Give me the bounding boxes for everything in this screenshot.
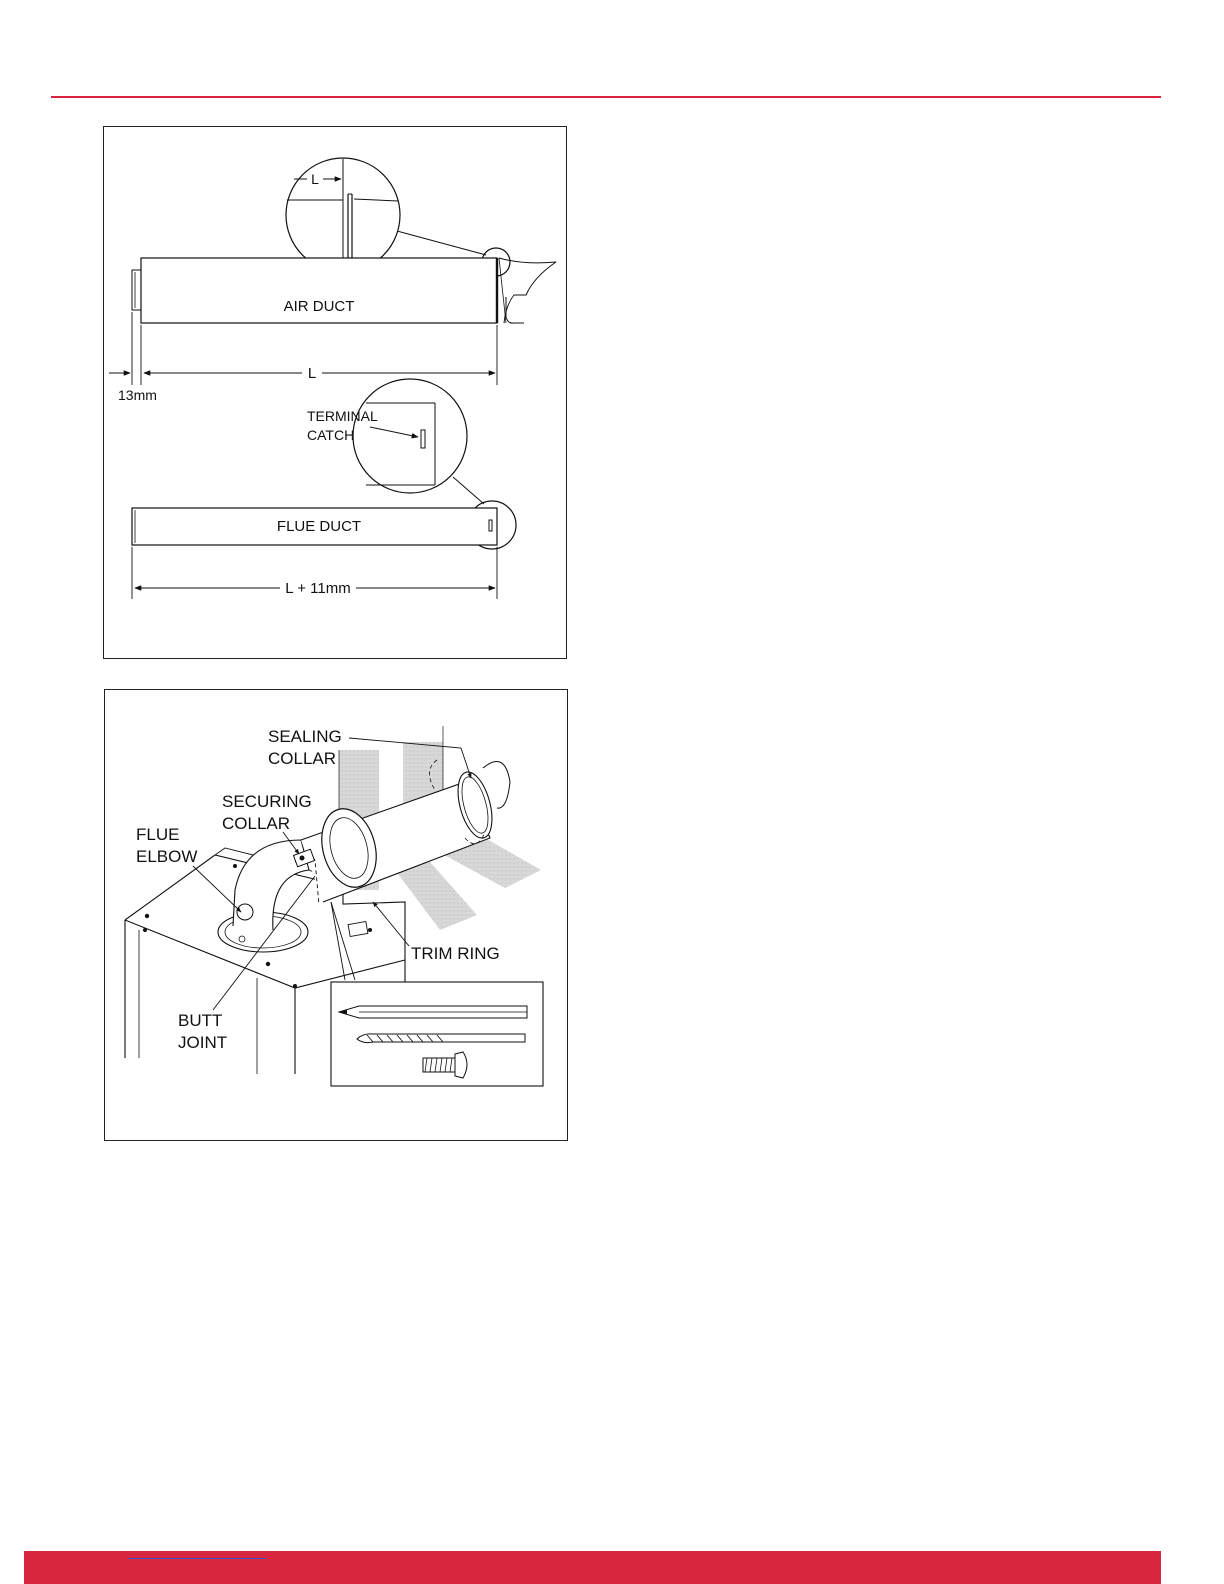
duct-measurement-figure — [103, 126, 567, 659]
flue-assembly-diagram — [105, 690, 567, 1140]
flue-duct-label: FLUE DUCT — [276, 518, 362, 535]
securing-collar-label-line2: COLLAR — [222, 814, 291, 833]
butt-joint-label-line2: JOINT — [178, 1033, 228, 1052]
flue-pipe — [293, 760, 510, 905]
zoom-l-label: L — [311, 171, 319, 187]
duct-measurement-diagram — [104, 127, 566, 658]
terminal-catch-label-line2: CATCH — [307, 427, 355, 443]
header-rule — [51, 96, 1161, 98]
flue-elbow-label-line1: FLUE — [136, 825, 180, 844]
flue-elbow-label-line2: ELBOW — [136, 847, 198, 866]
sealing-collar-label-line1: SEALING — [268, 727, 342, 746]
trim-ring-label: TRIM RING — [411, 944, 500, 963]
securing-collar-label-line1: SECURING — [222, 792, 312, 811]
tools-inset — [331, 982, 543, 1086]
dimension-l-label: L — [307, 365, 317, 382]
flue-duct — [132, 508, 497, 545]
air-duct-label: AIR DUCT — [283, 298, 355, 315]
footer-link[interactable] — [128, 1558, 266, 1559]
drill-bit-icon — [357, 1034, 525, 1043]
sealing-collar-label-line2: COLLAR — [268, 749, 337, 768]
footer-bar — [24, 1551, 1161, 1584]
flue-assembly-figure — [104, 689, 568, 1141]
dimension-13mm-label: 13mm — [118, 387, 157, 403]
dimension-l11-label: L + 11mm — [285, 580, 351, 597]
dimension-l-plus-11mm — [132, 547, 497, 599]
terminal-catch-label-line1: TERMINAL — [307, 408, 378, 424]
butt-joint-label-line1: BUTT — [178, 1011, 223, 1030]
air-duct — [132, 258, 556, 323]
pencil-icon — [339, 1006, 527, 1018]
